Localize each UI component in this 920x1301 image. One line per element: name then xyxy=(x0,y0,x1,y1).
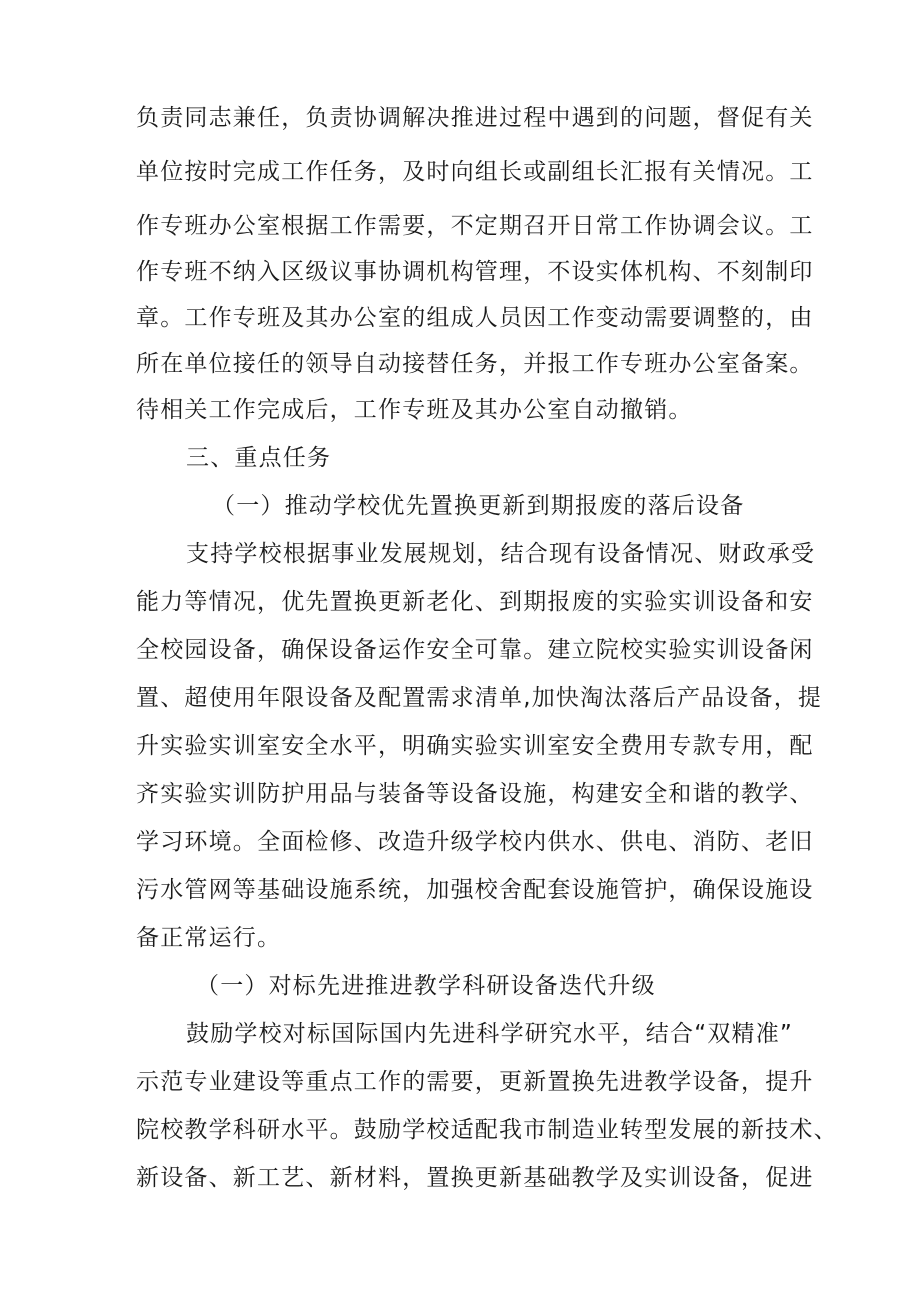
body-line: 章。工作专班及其办公室的组成人员因工作变动需要调整的，由 xyxy=(136,305,814,331)
body-line: 单位按时完成工作任务，及时向组长或副组长汇报有关情况。工 xyxy=(136,159,814,185)
body-line: 待相关工作完成后，工作专班及其办公室自动撤销。 xyxy=(136,397,693,423)
body-line: 全校园设备，确保设备运作安全可靠。建立院校实验实训设备闲 xyxy=(136,637,814,663)
body-line: 升实验实训室安全水平，明确实验实训室安全费用专款专用，配 xyxy=(136,733,814,759)
body-line: 院校教学科研水平。鼓励学校适配我市制造业转型发展的新技术、 xyxy=(136,1117,838,1143)
body-line: 所在单位接任的领导自动接替任务，并报工作专班办公室备案。 xyxy=(136,351,814,377)
body-line: 作专班不纳入区级议事协调机构管理，不设实体机构、不刻制印 xyxy=(136,259,814,285)
body-line: 污水管网等基础设施系统，加强校舍配套设施管护，确保设施设 xyxy=(136,877,814,903)
subsection-heading: （一）对标先进推进教学科研设备迭代升级 xyxy=(196,973,656,999)
body-line: 置、超使用年限设备及配置需求清单,加快淘汰落后产品设备，提 xyxy=(136,685,823,711)
body-line: 作专班办公室根据工作需要，不定期召开日常工作协调会议。工 xyxy=(136,213,814,239)
body-line: 示范专业建设等重点工作的需要，更新置换先进教学设备，提升 xyxy=(136,1069,814,1095)
body-line: 支持学校根据事业发展规划，结合现有设备情况、财政承受 xyxy=(186,541,816,567)
section-heading: 三、重点任务 xyxy=(186,445,332,471)
body-line: 新设备、新工艺、新材料，置换更新基础教学及实训设备，促进 xyxy=(136,1165,814,1191)
body-line: 齐实验实训防护用品与装备等设备设施，构建安全和谐的教学、 xyxy=(136,781,814,807)
body-line: 能力等情况，优先置换更新老化、到期报废的实验实训设备和安 xyxy=(136,589,814,615)
body-line: 负责同志兼任，负责协调解决推进过程中遇到的问题，督促有关 xyxy=(136,105,814,131)
body-line: 鼓励学校对标国际国内先进科学研究水平，结合“双精准” xyxy=(186,1021,794,1047)
subsection-heading: （一）推动学校优先置换更新到期报废的落后设备 xyxy=(212,493,745,519)
body-line: 备正常运行。 xyxy=(136,925,282,951)
body-line: 学习环境。全面检修、改造升级学校内供水、供电、消防、老旧 xyxy=(136,829,814,855)
